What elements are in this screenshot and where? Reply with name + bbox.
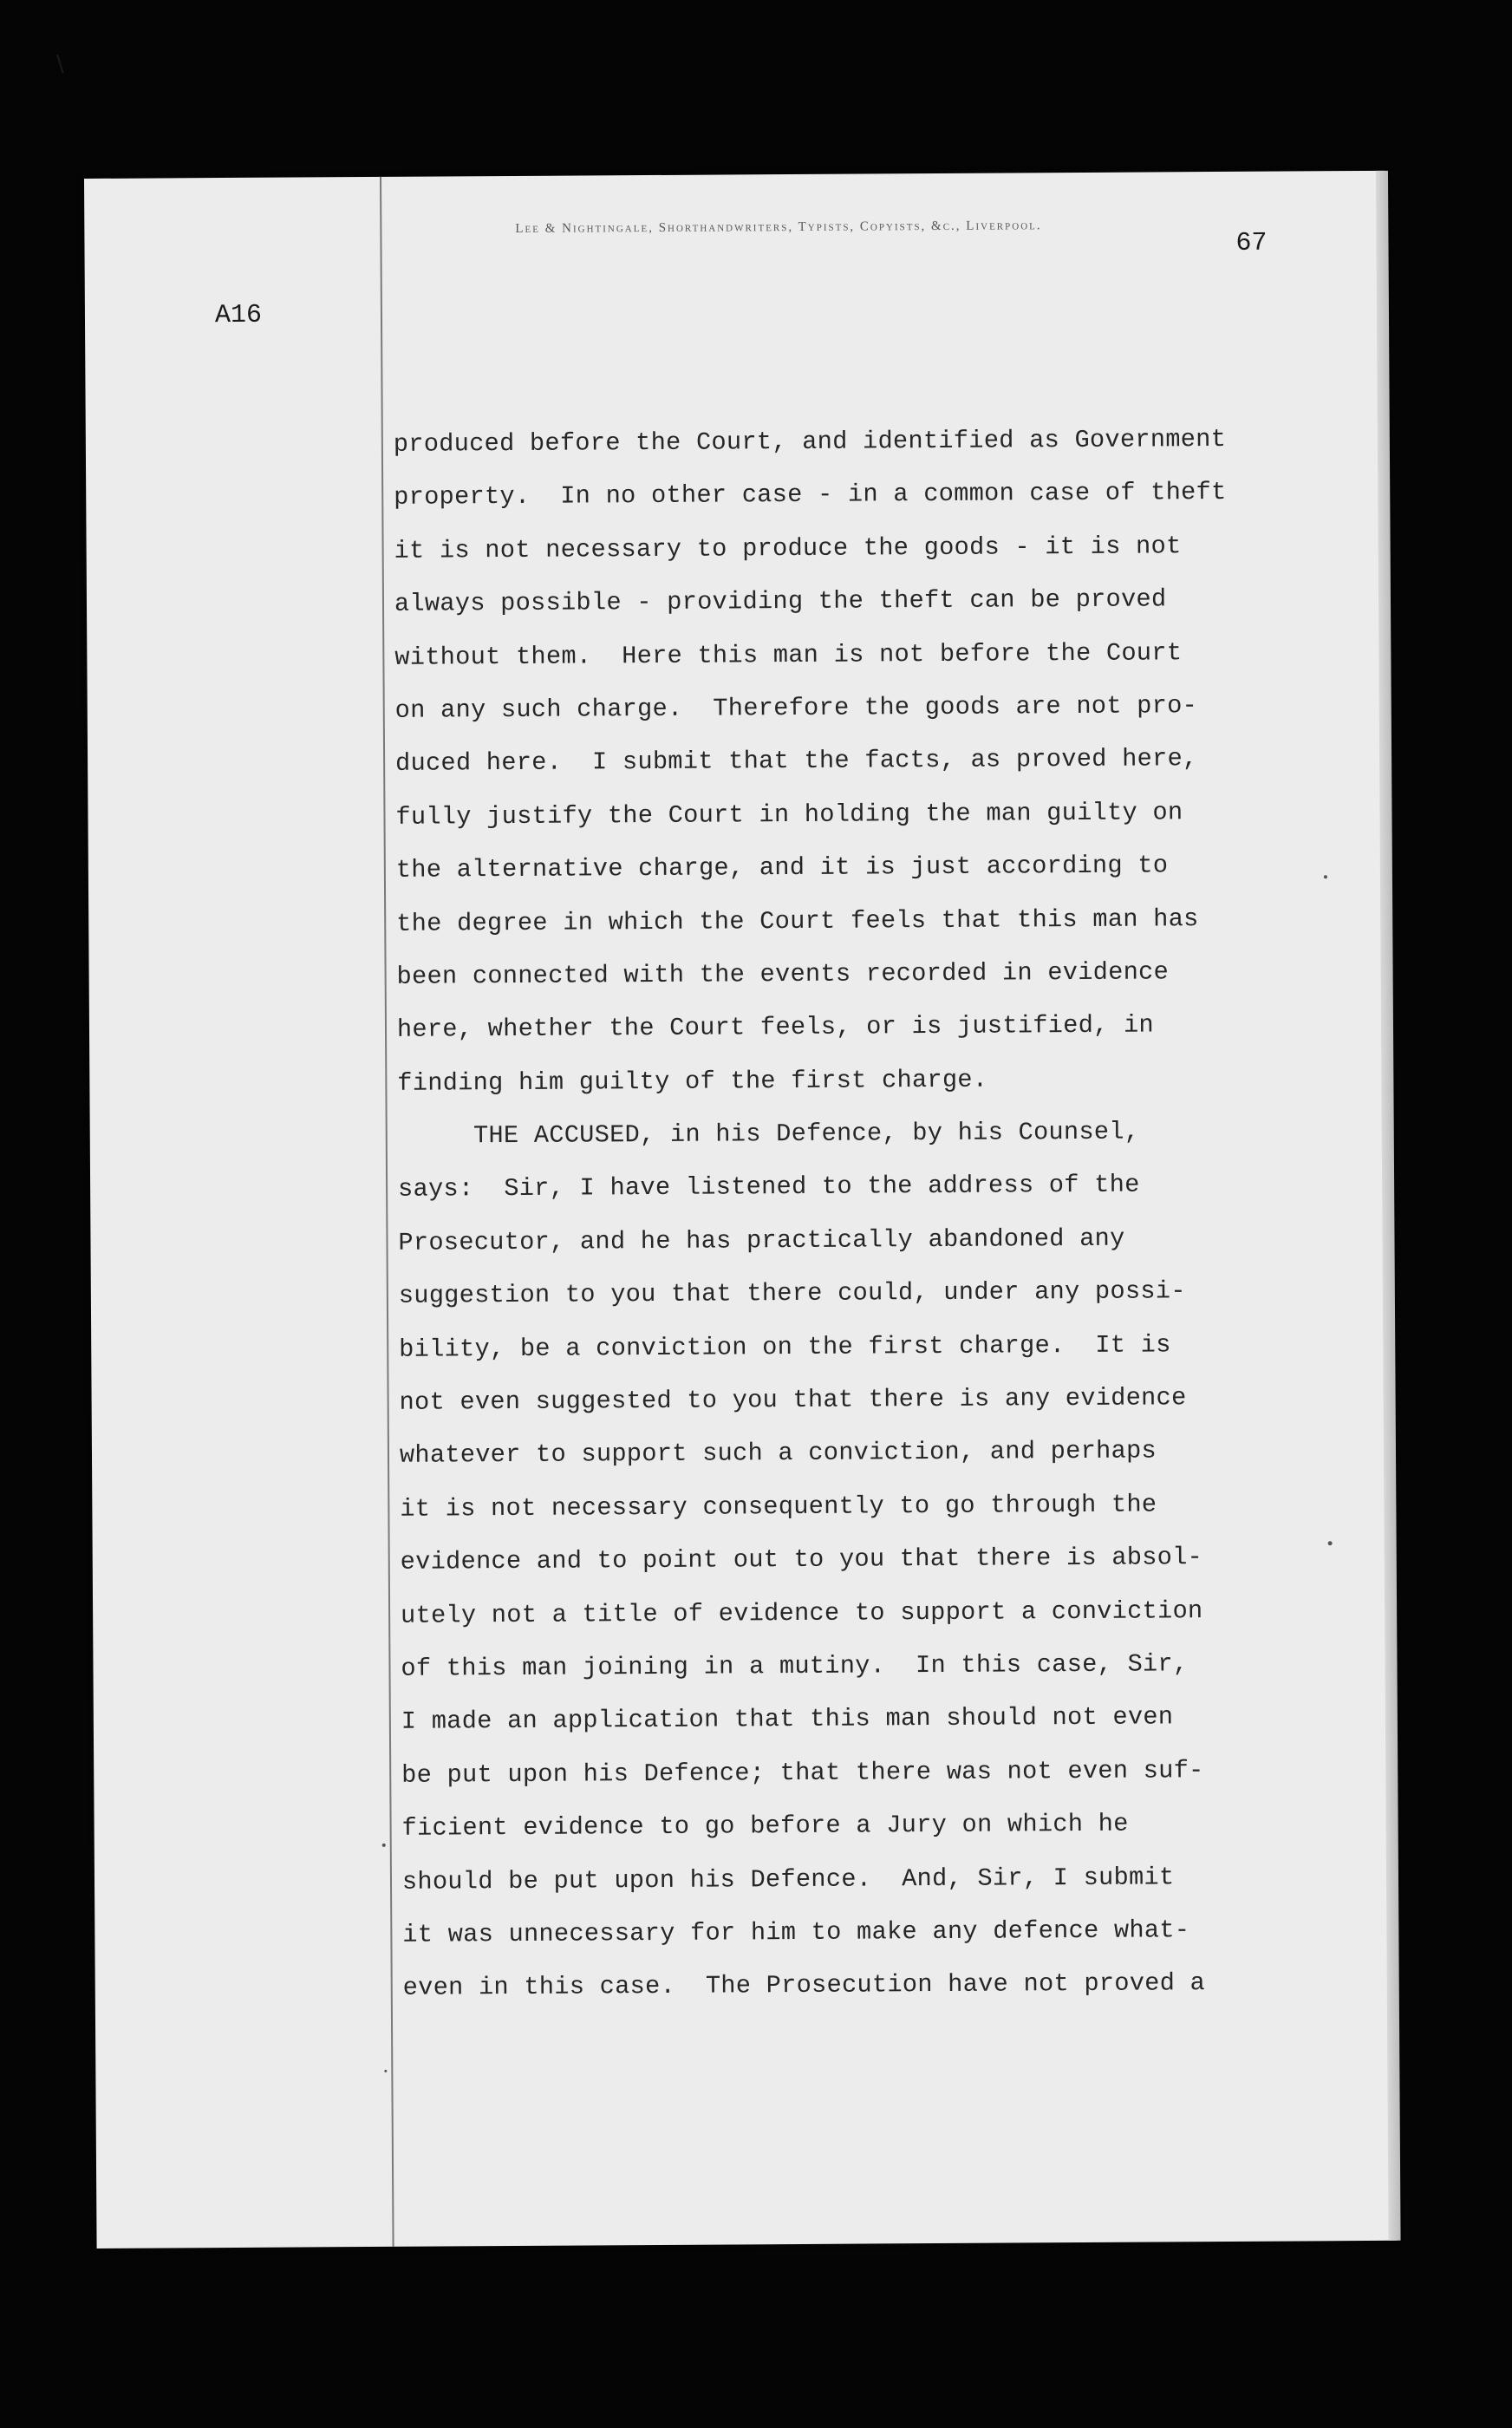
text-line: even in this case. The Prosecution have not proved a [402,1968,1206,2003]
text-line: of this man joining in a mutiny. In this case, Sir, [401,1649,1189,1683]
paper-speck [384,2070,387,2072]
text-line: Prosecutor, and he has practically abandoned any [398,1224,1125,1257]
text-line: it was unnecessary for him to make any defence what- [402,1916,1190,1949]
text-line: THE ACCUSED, in his Defence, by his Counsel, [397,1117,1140,1151]
text-line: it is not necessary consequently to go through the [400,1490,1157,1524]
text-line: I made an application that this man should not even [401,1702,1174,1737]
text-line: the alternative charge, and it is just according to [395,851,1169,884]
text-line: be put upon his Defence; that there was not even suf- [401,1755,1204,1790]
paper-speck [382,1844,386,1847]
text-line: bility, be a conviction on the first charge. It is [399,1330,1171,1364]
printer-header: Lee & Nightingale, Shorthandwriters, Typists, Copyists, &c., Liverpool. [515,219,1042,236]
body-text [394,412,1400,2015]
paper-speck [1328,1541,1333,1545]
text-line: fully justify the Court in holding the man guilty on [395,798,1183,832]
text-line: utely not a title of evidence to support a conviction [401,1596,1203,1630]
text-line: property. In no other case - in a common case of theft [394,478,1227,512]
text-line: always possible - providing the theft can be proved [394,584,1167,618]
text-line: the degree in which the Court feels that this man has [396,904,1199,938]
text-line: ficient evidence to go before a Jury on which he [401,1809,1129,1843]
text-line: says: Sir, I have listened to the address of the [398,1171,1140,1204]
text-line: evidence and to point out to you that there is absol- [400,1543,1203,1577]
text-line: whatever to support such a conviction, and perhaps [399,1436,1157,1471]
page-number: 67 [1235,228,1268,258]
text-line: produced before the Court, and identified as Government [393,424,1227,459]
corner-mark: ∖ [52,52,67,78]
text-line: without them. Here this man is not before the Court [394,637,1183,672]
typescript-page [84,171,1398,2249]
text-line: should be put upon his Defence. And, Sir, I submit [401,1862,1175,1896]
text-line: it is not necessary to produce the goods - it is not [394,532,1182,565]
text-line: here, whether the Court feels, or is justified, in [396,1010,1155,1045]
margin-rule [380,177,394,2247]
sheet-reference: A16 [214,300,263,331]
text-line: suggestion to you that there could, under any possi- [398,1276,1186,1311]
paper-speck [1324,875,1327,878]
text-line: on any such charge. Therefore the goods are not pro- [394,691,1198,725]
text-line: duced here. I submit that the facts, as proved here, [395,744,1198,779]
text-line: been connected with the events recorded in evidence [396,957,1170,991]
text-line: not even suggested to you that there is any evidence [399,1383,1187,1417]
text-line: finding him guilty of the first charge. [397,1065,988,1098]
